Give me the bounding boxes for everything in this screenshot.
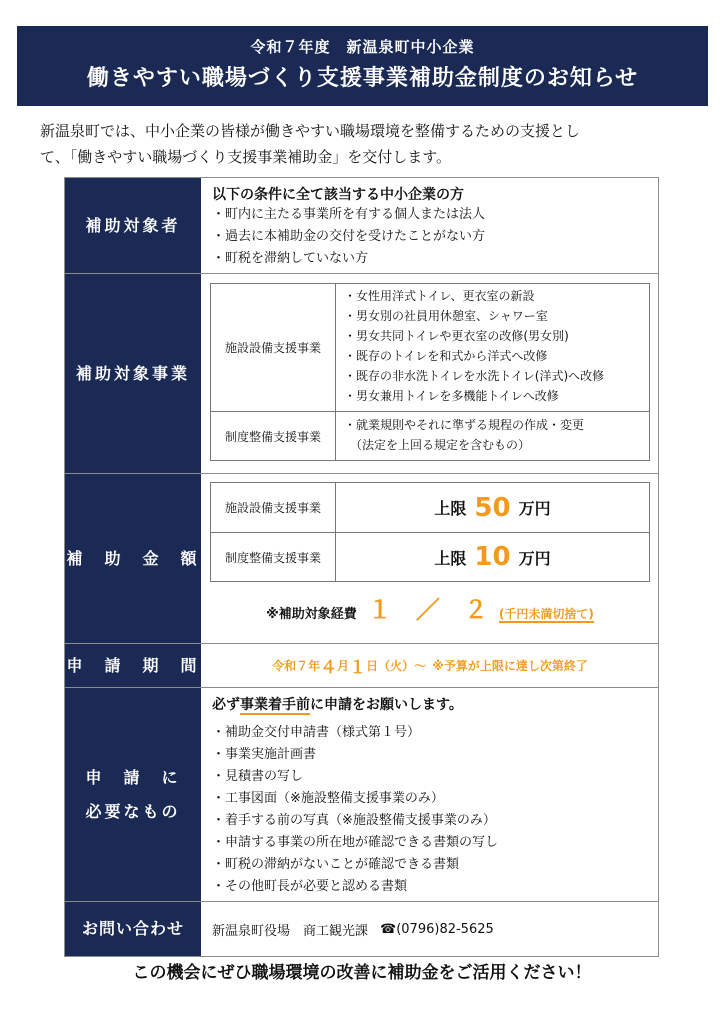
list-item: ・男女共同トイレや更衣室の改修(男女別) <box>344 329 569 343</box>
period-day: １ <box>349 658 367 678</box>
contact-info <box>202 902 658 956</box>
projects-subtable <box>210 283 650 461</box>
projects-system-label: 制度整備支援事業 <box>211 412 336 460</box>
header-amount: 補 助 金 額 <box>65 474 201 643</box>
target-lead: 以下の条件に全て該当する中小企業の方 <box>212 187 464 203</box>
list-item: ・その他町長が必要と認める書類 <box>212 879 408 894</box>
facility-amount: 50 <box>474 492 511 523</box>
amount-system-label: 制度整備支援事業 <box>211 533 336 581</box>
target-item: ・町税を滞納していない方 <box>212 251 369 266</box>
header-target: 補助対象者 <box>65 178 201 273</box>
projects-facility-label: 施設設備支援事業 <box>211 284 336 412</box>
list-item: ・着手する前の写真（※施設整備支援事業のみ） <box>212 813 496 828</box>
header-required <box>65 688 201 901</box>
ratio-note: (千円未満切捨て) <box>498 607 594 621</box>
ratio-label: ※補助対象経費 <box>266 607 357 622</box>
phone-icon: ☎ <box>380 921 397 937</box>
row-required <box>65 688 658 902</box>
list-item: ・申請する事業の所在地が確認できる書類の写し <box>212 835 499 850</box>
list-item: ・男女別の社員用休憩室、シャワー室 <box>344 309 548 323</box>
amount-facility-label: 施設設備支援事業 <box>211 483 336 533</box>
period-date-prefix: 令和７年 <box>272 659 321 673</box>
amount-subtable <box>210 482 650 582</box>
projects-system-list <box>336 412 649 460</box>
banner-title: 働きやすい職場づくり支援事業補助金制度のお知らせ <box>86 66 639 91</box>
list-item: ・女性用洋式トイレ、更衣室の新設 <box>344 289 535 303</box>
info-table <box>64 177 659 957</box>
header-required-line2: 必要なもの <box>85 801 181 821</box>
projects-facility-list <box>336 284 649 412</box>
list-item: ・既存のトイレを和式から洋式へ改修 <box>344 349 548 363</box>
period-weekday: （火）〜 <box>378 659 427 673</box>
intro-line-1: 新温泉町では、中小企業の皆様が働きやすい職場環境を整備するための支援とし <box>40 122 581 140</box>
target-item: ・過去に本補助金の交付を受けたことがない方 <box>212 229 486 244</box>
intro-line-2: て、「働きやすい職場づくり支援事業補助金」を交付します。 <box>40 148 452 166</box>
list-item: ・見積書の写し <box>212 769 304 784</box>
cap-prefix: 上限 <box>434 499 467 518</box>
amount-ratio <box>202 590 658 625</box>
list-item: ・就業規則やそれに準ずる規程の作成・変更 <box>344 418 585 432</box>
header-required-line1: 申 請 に <box>85 767 181 787</box>
contact-office: 新温泉町役場 商工観光課 <box>212 923 369 939</box>
period-value <box>202 644 658 687</box>
header-contact: お問い合わせ <box>65 902 201 956</box>
period-month: ４ <box>320 658 338 678</box>
row-period <box>65 644 658 688</box>
list-item: ・事業実施計画書 <box>212 747 317 762</box>
list-item: ・工事図面（※施設整備支援事業のみ） <box>212 791 444 806</box>
amount-system-cap <box>336 533 649 581</box>
amount-facility-cap <box>336 483 649 533</box>
cap-suffix: 万円 <box>518 548 551 568</box>
contact-phone: (0796)82-5625 <box>396 921 494 937</box>
cap-prefix: 上限 <box>434 548 467 568</box>
period-day-unit: 日 <box>366 659 379 673</box>
list-item: ・補助金交付申請書（様式第１号） <box>212 725 421 740</box>
target-item: ・町内に主たる事業所を有する個人または法人 <box>212 207 486 222</box>
list-item: （法定を上回る規定を含むもの） <box>344 438 531 452</box>
intro-text <box>40 118 680 170</box>
list-item: ・男女兼用トイレを多機能トイレへ改修 <box>344 389 559 403</box>
list-item: ・既存の非水洗トイレを水洗トイレ(洋式)へ改修 <box>344 369 605 383</box>
period-note: ※予算が上限に達し次第終了 <box>432 659 588 673</box>
row-projects <box>65 274 658 474</box>
banner-subtitle: 令和７年度 新温泉町中小企業 <box>250 38 475 56</box>
required-lead-b: 事業着手前 <box>240 697 310 713</box>
header-projects: 補助対象事業 <box>65 274 201 473</box>
required-lead-c: に申請をお願いします。 <box>310 697 463 713</box>
required-lead-a: 必ず <box>212 697 240 713</box>
required-lead <box>212 694 648 714</box>
title-banner <box>17 26 708 106</box>
list-item: ・町税の滞納がないことが確認できる書類 <box>212 857 460 872</box>
row-contact <box>65 902 658 956</box>
period-month-unit: 月 <box>337 659 350 673</box>
row-target <box>65 178 658 274</box>
header-period: 申 請 期 間 <box>65 644 201 687</box>
system-amount: 10 <box>474 542 511 572</box>
ratio-value: １ ／ ２ <box>367 596 488 624</box>
footer-message: この機会にぜひ職場環境の改善に補助金をご活用ください！ <box>132 963 592 983</box>
row-amount <box>65 474 658 644</box>
cap-suffix: 万円 <box>518 499 551 518</box>
